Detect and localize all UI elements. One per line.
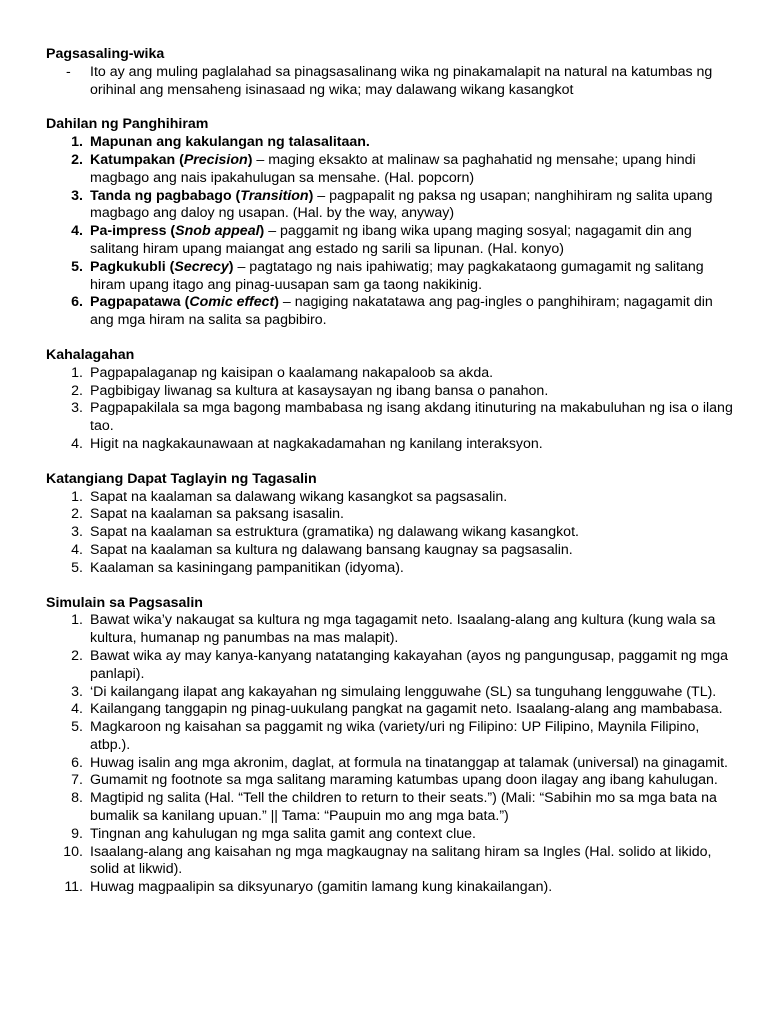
list-item <box>46 259 736 295</box>
list-item <box>46 489 736 507</box>
item-term-close: ) <box>274 294 279 311</box>
item-number: 3. <box>71 524 83 541</box>
item-text: Huwag magpaalipin sa diksyunaryo (gamitin lamang kung kinakailangan). <box>90 879 553 896</box>
section-heading: Simulain sa Pagsasalin <box>46 594 203 611</box>
item-number: 5. <box>71 719 83 736</box>
list-item <box>46 436 736 454</box>
list-item <box>46 294 736 330</box>
item-number: 3. <box>71 187 83 204</box>
item-number: 2. <box>71 151 83 168</box>
item-number: 2. <box>71 506 83 523</box>
section-simulain-sa-pagsasalin <box>46 595 736 898</box>
item-text: Sapat na kaalaman sa kultura ng dalawang bansang kaugnay sa pagsasalin. <box>90 541 573 558</box>
list-item <box>46 648 736 684</box>
list-item <box>46 188 736 224</box>
item-english-term: Transition <box>240 187 309 204</box>
item-english-term: Snob appeal <box>175 223 260 240</box>
item-description: – maging eksakto at malinaw sa paghahatid ng mensahe; upang hindi magbago ang nais ipakahulugan sa mensahe. (Hal. popcorn) <box>90 151 696 186</box>
item-description: – nagiging nakatatawa ang pag-ingles o panghihiram; nagagamit din ang mga hiram na salita sa pagbibiro. <box>90 294 713 329</box>
item-term: Tanda ng pagbabago ( <box>90 187 241 204</box>
list-item <box>46 223 736 259</box>
item-number: 6. <box>71 294 83 311</box>
item-text: Magtipid ng salita (Hal. “Tell the children to return to their seats.”) (Mali: “Sabihin mo sa mga bata na bumalik sa kanilang upuan.” || Tama: “Paupuin mo ang mga bata.”) <box>90 790 717 825</box>
list-item <box>46 701 736 719</box>
item-number: 1. <box>71 134 83 151</box>
item-number: 4. <box>71 541 83 558</box>
item-number: 4. <box>71 435 83 452</box>
definition-text: Ito ay ang muling paglalahad sa pinagsasalinang wika ng pinakamalapit na natural na katumbas ng orihinal ang mensaheng isinasaad ng wika; may dalawang wikang kasangkot <box>90 63 713 98</box>
item-number: 4. <box>71 223 83 240</box>
document <box>46 46 736 914</box>
item-number: 11. <box>64 879 83 896</box>
list-item <box>46 365 736 383</box>
item-text: Gumamit ng footnote sa mga salitang maraming katumbas upang doon ilagay ang ibang kahulugan. <box>90 772 718 789</box>
section-heading: Dahilan ng Panghihiram <box>46 116 209 133</box>
item-text: Bawat wika ay may kanya-kanyang natatanging kakayahan (ayos ng pangungusap, paggamit ng mga panlapi). <box>90 647 729 682</box>
item-english-term: Secrecy <box>174 258 229 275</box>
item-text: Kailangang tanggapin ng pinag-uukulang pangkat na gagamit neto. Isaalang-alang ang mambabasa. <box>90 701 723 718</box>
item-description: – pagtatago ng nais ipahiwatig; may pagkakataong gumagamit ng salitang hiram upang itago ang pinag-uusapan sam ga taong nakikinig. <box>90 258 704 293</box>
item-text: ‘Di kailangang ilapat ang kakayahan ng simulaing lengguwahe (SL) sa tunguhang lengguwahe (TL). <box>90 683 717 700</box>
list-item <box>46 542 736 560</box>
item-number: 2. <box>71 382 83 399</box>
item-number: 1. <box>71 612 83 629</box>
item-term: Katumpakan ( <box>90 151 184 168</box>
item-text: Pagpapalaganap ng kaisipan o kaalamang nakapaloob sa akda. <box>90 364 494 381</box>
item-description: – pagpapalit ng paksa ng usapan; nanghihiram ng salita upang magbago ang daloy ng usapan. (Hal. by the way, anyway) <box>90 187 713 222</box>
list-item <box>46 152 736 188</box>
item-number: 3. <box>71 683 83 700</box>
list-item <box>46 400 736 436</box>
item-number: 5. <box>71 258 83 275</box>
list-item <box>46 134 736 152</box>
section-pagsasaling-wika <box>46 46 736 99</box>
section-heading: Katangiang Dapat Taglayin ng Tagasalin <box>46 470 317 487</box>
section-heading: Pagsasaling-wika <box>46 46 165 62</box>
list-item <box>46 844 736 880</box>
list-item <box>46 524 736 542</box>
item-term-close: ) <box>308 187 314 204</box>
item-number: 10. <box>63 843 83 860</box>
item-term-close: ) <box>228 258 234 275</box>
item-number: 4. <box>71 701 83 718</box>
item-text: Pagbibigay liwanag sa kultura at kasaysayan ng ibang bansa o panahon. <box>90 382 549 399</box>
item-description: – paggamit ng ibang wika upang maging sosyal; nagagamit din ang salitang hiram upang maiangat ang estado ng sarili sa lipunan. (Hal. konyo) <box>90 223 692 257</box>
list-item <box>46 772 736 790</box>
item-text: Pagpapakilala sa mga bagong mambabasa ng isang akdang itinuturing na makabuluhan ng isa o ilang tao. <box>90 400 733 435</box>
item-term: Pa-impress ( <box>90 223 176 240</box>
list-item <box>46 684 736 702</box>
section-dahilan-ng-panghihiram <box>46 116 736 330</box>
item-number: 6. <box>71 754 83 771</box>
item-number: 1. <box>71 488 83 505</box>
list-item <box>46 755 736 773</box>
item-text: Tingnan ang kahulugan ng mga salita gamit ang context clue. <box>90 825 476 842</box>
item-number: 9. <box>71 825 83 842</box>
item-text: Magkaroon ng kaisahan sa paggamit ng wika (variety/uri ng Filipino: UP Filipino, Maynila Filipino, atbp.). <box>90 719 700 753</box>
section-kahalagahan <box>46 347 736 454</box>
item-text: Isaalang-alang ang kaisahan ng mga magkaugnay na salitang hiram sa Ingles (Hal. solido at likido, solid at likwid). <box>90 843 712 878</box>
item-text: Sapat na kaalaman sa dalawang wikang kasangkot sa pagsasalin. <box>90 488 508 505</box>
item-english-term: Comic effect <box>189 294 275 311</box>
definition-item <box>46 64 736 100</box>
item-number: 3. <box>71 400 83 417</box>
list-item <box>46 790 736 826</box>
item-term-close: ) <box>259 223 265 240</box>
item-term-close: ) <box>247 151 253 168</box>
list-item <box>46 612 736 648</box>
section-heading: Kahalagahan <box>46 346 135 363</box>
list-item <box>46 879 736 897</box>
list-item <box>46 560 736 578</box>
item-text: Bawat wika’y nakaugat sa kultura ng mga tagagamit neto. Isaalang-alang ang kultura (kung wala sa kultura, humanap ng panumbas na mas malapit). <box>90 612 716 647</box>
item-term: Pagkukubli ( <box>90 258 175 275</box>
item-text: Kaalaman sa kasiningang pampanitikan (idyoma). <box>90 559 404 576</box>
item-english-term: Precision <box>183 151 248 168</box>
item-text: Sapat na kaalaman sa paksang isasalin. <box>90 506 344 523</box>
list-item <box>46 719 736 755</box>
item-number: 2. <box>71 647 83 664</box>
item-text: Higit na nagkakaunawaan at nagkakadamahan ng kanilang interaksyon. <box>90 435 543 452</box>
item-number: 8. <box>71 790 83 807</box>
item-number: 5. <box>71 559 83 576</box>
item-text: Sapat na kaalaman sa estruktura (gramatika) ng dalawang wikang kasangkot. <box>90 524 579 541</box>
item-number: 1. <box>71 364 83 381</box>
item-term: Pagpapatawa ( <box>90 294 190 311</box>
section-katangian-ng-tagasalin <box>46 471 736 578</box>
item-term: Mapunan ang kakulangan ng talasalitaan. <box>90 134 370 151</box>
list-item <box>46 383 736 401</box>
list-item <box>46 506 736 524</box>
item-text: Huwag isalin ang mga akronim, daglat, at formula na tinatanggap at talamak (universal) na ginagamit. <box>90 754 729 771</box>
item-number: 7. <box>71 772 83 789</box>
dash-bullet: - <box>66 63 71 80</box>
list-item <box>46 826 736 844</box>
